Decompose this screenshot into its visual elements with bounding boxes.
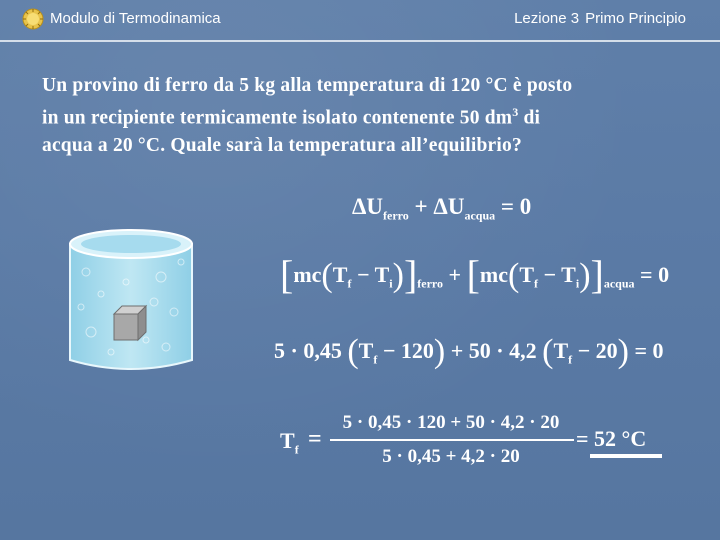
eq3-tf-2: T [553,338,569,363]
problem-statement [42,72,702,159]
eq4-numerator: 5 · 0,45 · 120 + 50 · 4,2 · 20 [342,412,560,433]
eq4-equals: = [308,426,322,452]
eq2-ti-2: T [561,262,576,287]
eq2-tf-2: T [519,262,535,287]
problem-line-3: acqua a 20 °C. Quale sarà la temperatura all’equilibrio? [42,134,522,156]
heat-balance-equation: $[mc(T_f - T_i)]_{ferro} + [mc(T_f - T_i)]_{acqua} = 0$ [280,252,670,297]
iron-cube-icon [114,306,146,340]
eq4-sub-f: f [294,442,299,457]
eq2-sub-water: acqua [603,276,635,291]
eq2-minus-1: − [351,262,375,287]
eq3-tf-1: T [358,338,374,363]
eq2-mc-1: mc [293,262,322,287]
problem-line-2-b: di [518,107,541,129]
problem-line-2-a: in un recipiente termicamente isolato contenente 50 dm [42,107,513,129]
eq3-minus-120: − 120 [377,338,434,363]
slide-header [0,0,720,40]
eq4-denominator: 5 · 0,45 + 4,2 · 20 [382,446,520,467]
eq2-equals: = 0 [634,262,670,287]
sun-logo-icon [22,8,44,30]
eq3-mid: + 50 · 4,2 [445,338,543,363]
eq4-result: = 52 °C [576,426,647,451]
eq2-sub-f-1: f [347,276,352,291]
eq4-tf [280,428,299,457]
eq2-plus: + [443,262,467,287]
eq2-minus-2: − [538,262,562,287]
module-title: Modulo di Termodinamica [50,10,221,27]
eq1-delta-u-water: ΔU [433,194,465,219]
eq3-sub-f-1: f [373,352,378,367]
eq2-sub-i-2: i [575,276,580,291]
eq2-ti-1: T [374,262,390,287]
eq2-tf-1: T [332,262,348,287]
eq3-minus-20: − 20 [572,338,618,363]
eq1-delta-u-iron: ΔU [352,194,384,219]
eq1-plus: + [408,194,434,219]
eq3-left: 5 · 0,45 [274,338,348,363]
problem-line-1: Un provino di ferro da 5 kg alla temperatura di 120 °C è posto [42,75,573,96]
eq2-sub-iron: ferro [417,276,444,291]
eq1-sub-water: acqua [464,208,496,223]
eq2-sub-f-2: f [534,276,539,291]
lesson-name: Primo Principio [585,10,686,27]
eq1-sub-iron: ferro [383,208,409,223]
eq2-mc-2: mc [479,262,508,287]
lesson-number: Lezione 3 [514,10,580,27]
eq4-t: T [280,428,295,453]
eq4-fraction-line [330,439,574,441]
header-divider [0,40,720,42]
numeric-substitution-equation: 5 · 0,45 $(T_f - 120) + 50 \cdot 4,2$ $(T_f - 20) = 0$ [274,333,664,370]
eq1-equals: = 0 [495,194,532,219]
eq2-sub-i-1: i [389,276,393,291]
water-beaker-icon [66,222,196,372]
lesson-title [514,10,686,27]
eq3-sub-f-2: f [568,352,573,367]
problem-line-2 [42,99,702,132]
result-underline [590,454,662,458]
problem-exponent: 3 [512,105,519,119]
energy-balance-equation [352,194,531,224]
eq3-equals: = 0 [629,338,664,363]
final-temperature-equation [280,412,660,472]
